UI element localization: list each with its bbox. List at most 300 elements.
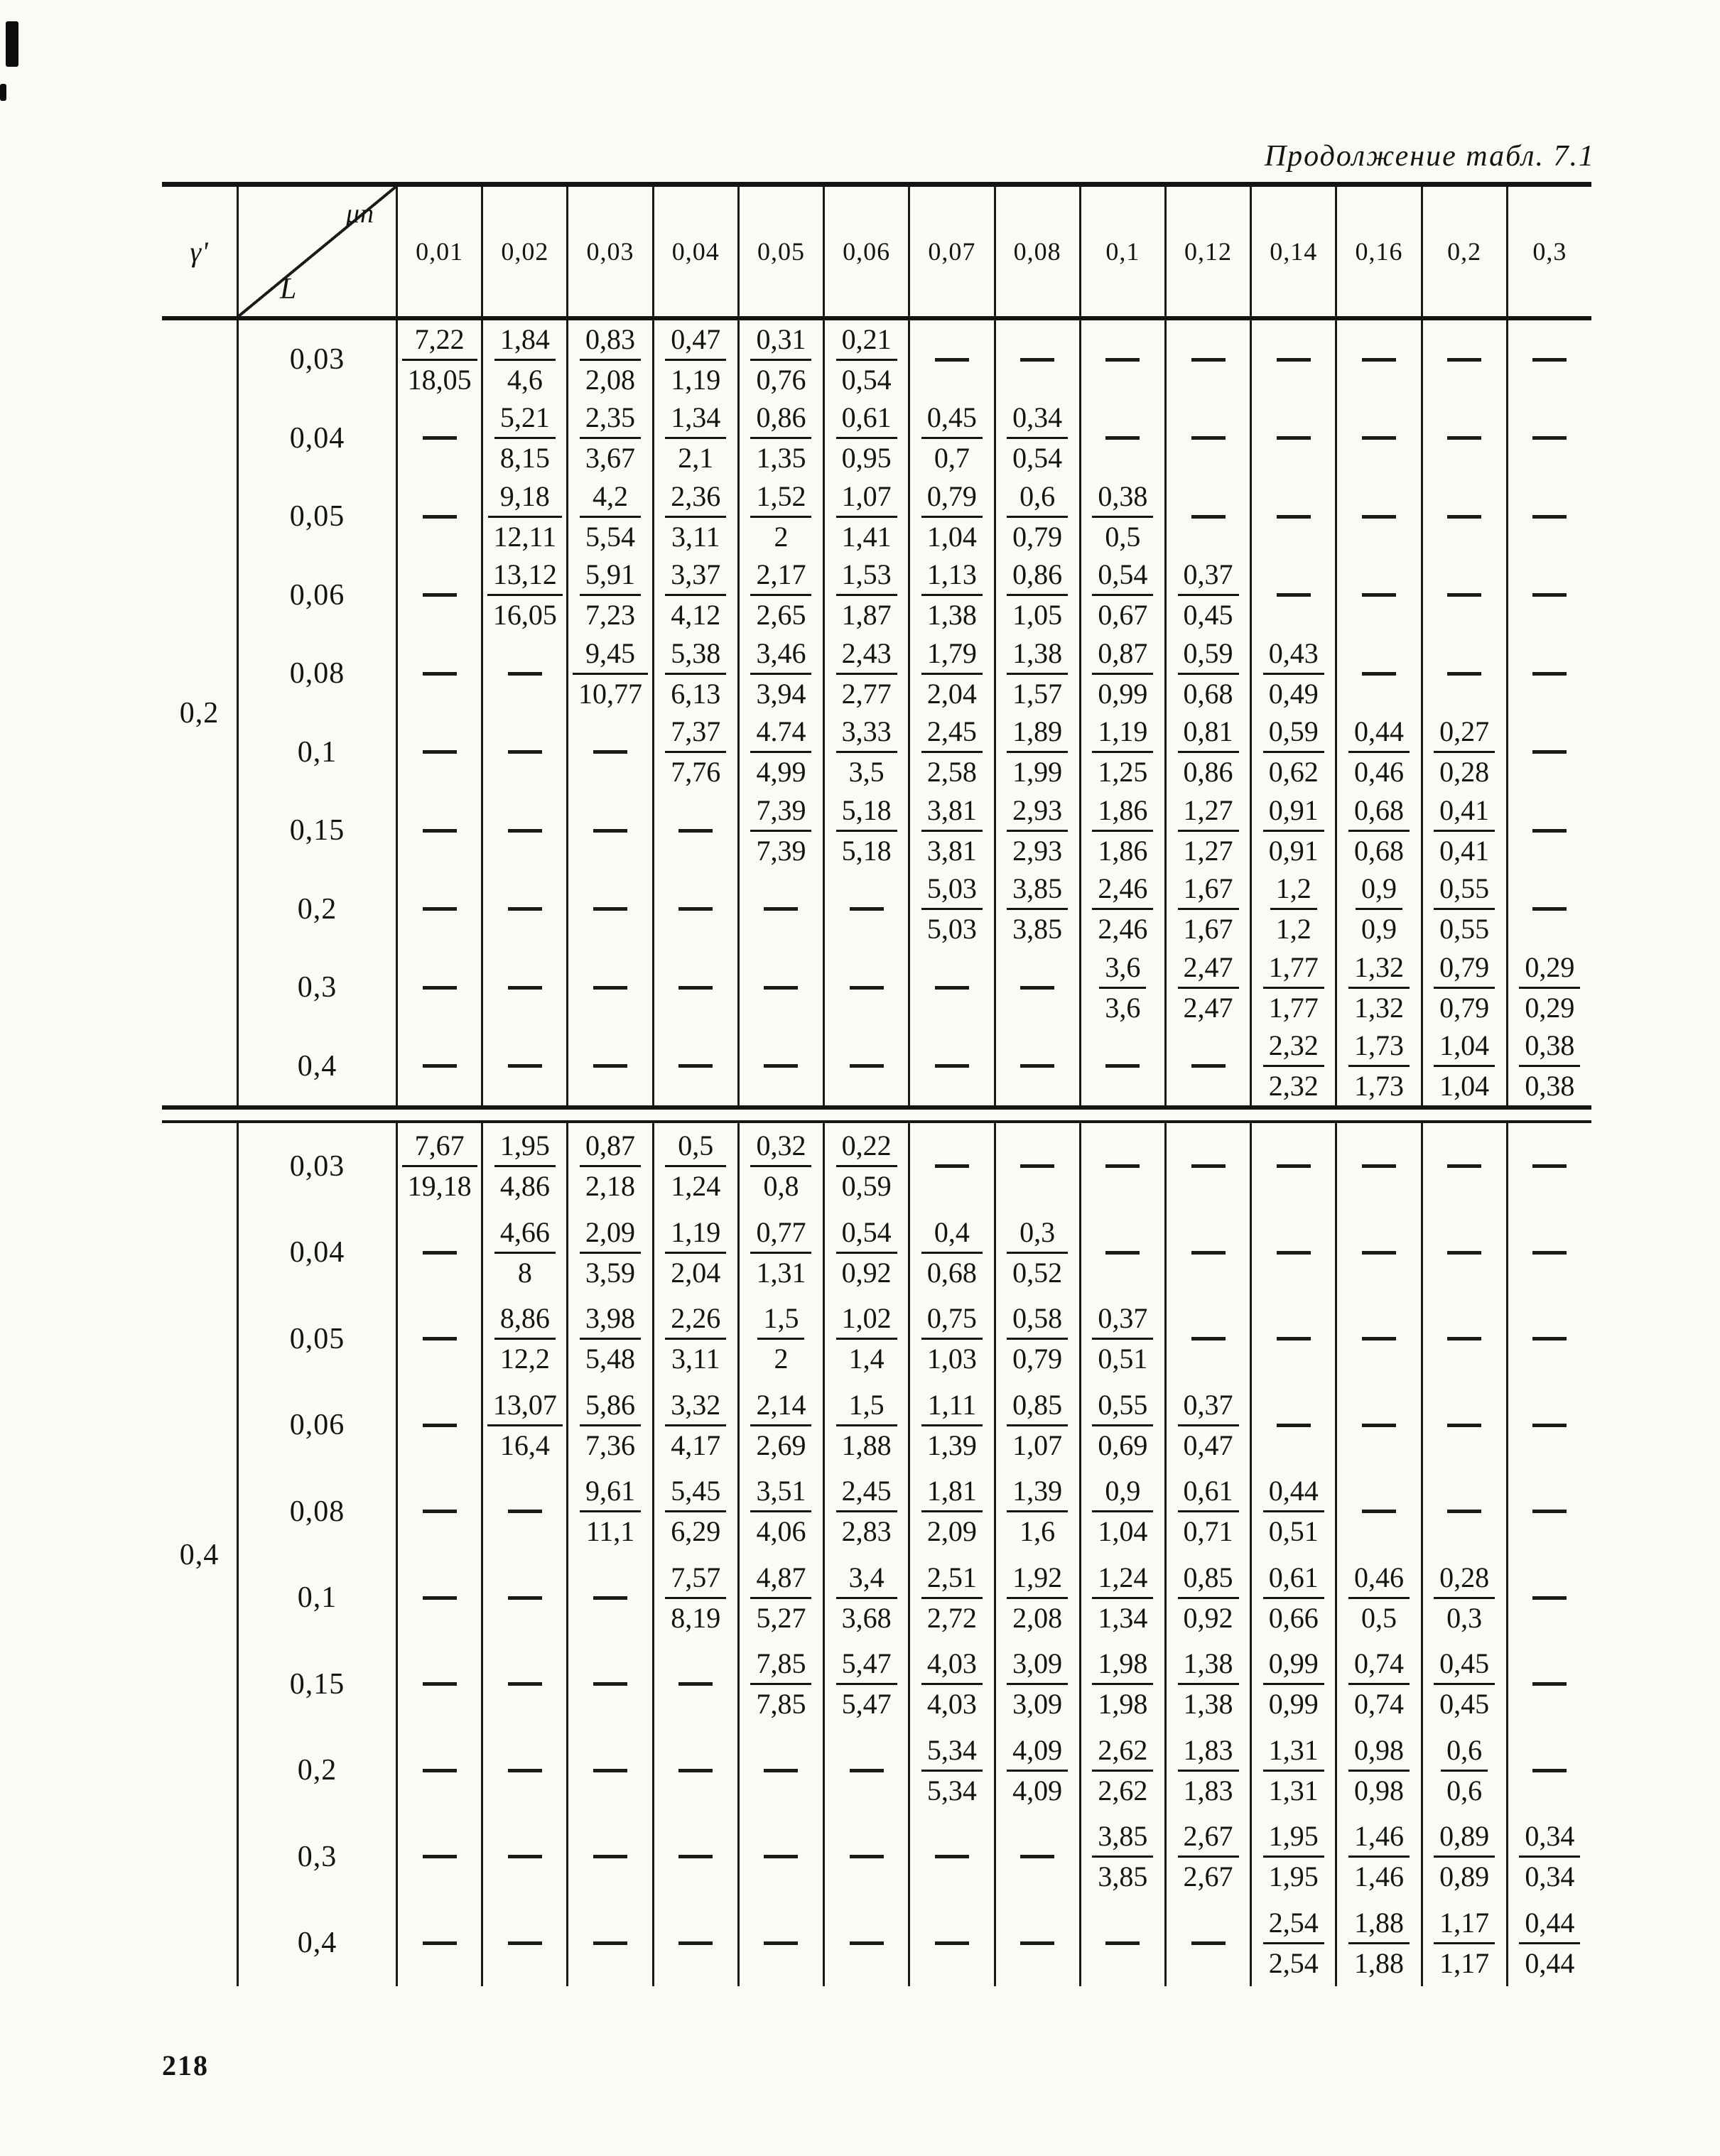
empty-cell-dash xyxy=(423,593,457,597)
fraction xyxy=(488,481,563,553)
fraction-denominator: 1,04 xyxy=(1092,1510,1153,1547)
fraction-denominator: 1,03 xyxy=(921,1338,983,1375)
empty-cell-dash xyxy=(678,1682,713,1686)
fraction-denominator: 7,39 xyxy=(750,830,811,867)
table-row xyxy=(162,1123,1591,1210)
empty-cell-dash xyxy=(508,1941,542,1945)
table-cell xyxy=(1079,320,1164,399)
row-label-L: 0,15 xyxy=(237,1641,396,1728)
table-cell xyxy=(823,1555,908,1642)
fraction-denominator: 1,04 xyxy=(921,516,983,553)
fraction xyxy=(921,1562,983,1634)
empty-cell-dash xyxy=(1362,358,1396,362)
fraction-denominator: 3,5 xyxy=(836,751,897,788)
fraction xyxy=(1263,1030,1324,1102)
table-cell xyxy=(823,870,908,949)
table-cell xyxy=(1421,477,1506,556)
fraction-denominator: 3,68 xyxy=(836,1597,897,1634)
table-cell xyxy=(652,713,737,792)
table-cell xyxy=(566,870,651,949)
empty-cell-dash xyxy=(1532,1769,1567,1772)
fraction-numerator: 5,18 xyxy=(841,793,892,826)
empty-cell-dash xyxy=(850,1941,884,1945)
gamma-column-spacer xyxy=(162,791,237,870)
gamma-column-spacer xyxy=(162,399,237,478)
fraction-numerator: 0,81 xyxy=(1183,715,1233,748)
column-header: 0,1 xyxy=(1079,187,1164,316)
fraction-denominator: 5,03 xyxy=(921,908,983,945)
fraction-denominator: 2 xyxy=(757,1338,804,1375)
table-cell xyxy=(1335,713,1420,792)
table-row xyxy=(162,713,1591,792)
row-label-L: 0,05 xyxy=(237,477,396,556)
fraction-numerator: 0,86 xyxy=(756,401,806,434)
empty-cell-dash xyxy=(1362,1510,1396,1513)
fraction xyxy=(1092,1648,1153,1720)
fraction-denominator: 0,47 xyxy=(1178,1424,1239,1461)
empty-cell-dash xyxy=(593,829,627,833)
fraction-numerator: 13,12 xyxy=(492,558,557,591)
fraction-denominator: 2,72 xyxy=(921,1597,983,1634)
fraction-numerator: 4,66 xyxy=(499,1215,550,1248)
fraction xyxy=(1263,1907,1324,1979)
fraction-denominator: 2,1 xyxy=(665,437,726,474)
fraction xyxy=(921,1475,983,1547)
table-cell xyxy=(823,556,908,635)
empty-cell-dash xyxy=(508,829,542,833)
fraction xyxy=(1348,1735,1410,1806)
corner-mu-n-label: μn xyxy=(345,199,374,229)
table-row xyxy=(162,791,1591,870)
fraction-denominator: 0,66 xyxy=(1263,1597,1324,1634)
fraction xyxy=(921,1217,983,1289)
fraction xyxy=(750,716,811,788)
fraction xyxy=(1434,1821,1495,1892)
fraction xyxy=(1092,1475,1153,1547)
table-cell xyxy=(1079,791,1164,870)
table-cell xyxy=(1250,1123,1335,1210)
empty-cell-dash xyxy=(764,1941,798,1945)
fraction-numerator: 1,38 xyxy=(1183,1647,1233,1680)
table-cell xyxy=(908,477,993,556)
row-label-L: 0,03 xyxy=(237,1123,396,1210)
fraction-denominator: 1,24 xyxy=(665,1165,726,1202)
fraction-numerator: 1,95 xyxy=(1268,1820,1319,1853)
table-cell xyxy=(1506,477,1591,556)
fraction-denominator: 3,85 xyxy=(1007,908,1068,945)
fraction-numerator: 3,32 xyxy=(671,1388,721,1421)
table-cell xyxy=(908,1728,993,1814)
fraction-denominator: 4,06 xyxy=(750,1510,811,1547)
fraction-numerator: 8,86 xyxy=(499,1302,550,1335)
table-cell xyxy=(1335,1027,1420,1106)
fraction-denominator: 0,51 xyxy=(1092,1338,1153,1375)
fraction-denominator: 1,46 xyxy=(1348,1856,1410,1892)
fraction xyxy=(665,1217,726,1289)
table-cell xyxy=(994,477,1079,556)
fraction-numerator: 7,85 xyxy=(756,1647,806,1680)
table-cell xyxy=(908,1900,993,1987)
fraction-denominator: 3,11 xyxy=(665,1338,726,1375)
fraction xyxy=(750,481,811,553)
table-cell xyxy=(481,1814,566,1900)
fraction xyxy=(750,1390,811,1461)
empty-cell-dash xyxy=(508,986,542,990)
table-cell xyxy=(1335,320,1420,399)
fraction-denominator: 2,18 xyxy=(580,1165,641,1202)
fraction xyxy=(1434,795,1495,867)
fraction-denominator: 0,45 xyxy=(1178,594,1239,631)
fraction-denominator: 1,83 xyxy=(1178,1770,1239,1806)
empty-cell-dash xyxy=(593,1596,627,1600)
table-cell xyxy=(1335,399,1420,478)
table-cell xyxy=(1506,1027,1591,1106)
table-cell xyxy=(566,1814,651,1900)
fraction-numerator: 2,45 xyxy=(841,1475,892,1507)
fraction xyxy=(1092,1735,1153,1806)
corner-diagonal-cell xyxy=(237,187,396,316)
table-cell xyxy=(1164,791,1250,870)
table-cell xyxy=(1164,556,1250,635)
table-cell xyxy=(566,1555,651,1642)
table-cell xyxy=(1164,1027,1250,1106)
fraction xyxy=(836,638,897,710)
fraction-numerator: 3,37 xyxy=(671,558,721,591)
fraction-numerator: 2,32 xyxy=(1268,1029,1319,1062)
table-cell xyxy=(1079,1468,1164,1555)
table-cell xyxy=(1164,1728,1250,1814)
fraction-numerator: 0,54 xyxy=(1098,558,1148,591)
table-cell xyxy=(1421,1728,1506,1814)
table-cell xyxy=(908,1123,993,1210)
row-label-L: 0,06 xyxy=(237,556,396,635)
fraction-numerator: 1,95 xyxy=(499,1130,550,1162)
fraction xyxy=(580,324,641,396)
table-cell xyxy=(908,1814,993,1900)
table-row xyxy=(162,320,1591,399)
fraction-numerator: 3,46 xyxy=(756,636,806,669)
table-cell xyxy=(994,399,1079,478)
fraction-denominator: 19,18 xyxy=(402,1165,477,1202)
table-cell xyxy=(566,791,651,870)
fraction-numerator: 1,04 xyxy=(1439,1029,1490,1062)
table-cell xyxy=(1506,791,1591,870)
table-cell xyxy=(737,1728,823,1814)
fraction xyxy=(921,559,983,631)
fraction-numerator: 5,47 xyxy=(841,1647,892,1680)
fraction-denominator: 3,11 xyxy=(665,516,726,553)
fraction-denominator: 2,08 xyxy=(580,359,641,396)
fraction-denominator: 0,55 xyxy=(1434,908,1495,945)
corner-l-label: L xyxy=(280,273,297,305)
fraction-numerator: 0,44 xyxy=(1525,1906,1575,1939)
table-cell xyxy=(1079,1210,1164,1296)
fraction-denominator: 10,77 xyxy=(573,673,648,710)
fraction-numerator: 0,59 xyxy=(1268,715,1319,748)
row-label-L: 0,04 xyxy=(237,399,396,478)
table-cell xyxy=(1250,791,1335,870)
empty-cell-dash xyxy=(1532,672,1567,676)
table-cell xyxy=(737,1123,823,1210)
fraction xyxy=(1263,1475,1324,1547)
fraction-numerator: 0,91 xyxy=(1268,793,1319,826)
fraction-numerator: 0,98 xyxy=(1353,1733,1404,1766)
table-cell xyxy=(737,1296,823,1382)
fraction-numerator: 1,11 xyxy=(927,1388,977,1421)
fraction xyxy=(494,1303,556,1375)
empty-cell-dash xyxy=(1362,1251,1396,1255)
empty-cell-dash xyxy=(1362,1164,1396,1168)
fraction-numerator: 1,07 xyxy=(841,480,892,512)
table-row xyxy=(162,556,1591,635)
fraction-numerator: 2,26 xyxy=(671,1302,721,1335)
fraction-numerator: 1,27 xyxy=(1183,793,1233,826)
table-cell xyxy=(396,634,481,713)
column-header: 0,16 xyxy=(1335,187,1420,316)
table-cell xyxy=(1335,1382,1420,1469)
table-cell xyxy=(1250,1728,1335,1814)
fraction xyxy=(836,795,897,867)
fraction-denominator: 4,12 xyxy=(665,594,726,631)
fraction-denominator: 11,1 xyxy=(580,1510,641,1547)
table-cell xyxy=(481,948,566,1027)
fraction-denominator: 4,09 xyxy=(1007,1770,1068,1806)
table-cell xyxy=(1421,634,1506,713)
empty-cell-dash xyxy=(1532,593,1567,597)
fraction-numerator: 0,87 xyxy=(1098,636,1148,669)
empty-cell-dash xyxy=(1362,672,1396,676)
empty-cell-dash xyxy=(593,1682,627,1686)
fraction xyxy=(1007,1303,1068,1375)
empty-cell-dash xyxy=(678,1064,713,1068)
empty-cell-dash xyxy=(423,515,457,519)
fraction-numerator: 0,79 xyxy=(926,480,977,512)
table-cell xyxy=(1506,948,1591,1027)
fraction-numerator: 2,45 xyxy=(926,715,977,748)
fraction xyxy=(836,402,897,474)
fraction xyxy=(921,1303,983,1375)
empty-cell-dash xyxy=(1191,436,1226,440)
fraction xyxy=(1007,402,1068,474)
fraction-denominator: 1,25 xyxy=(1092,751,1153,788)
table-cell xyxy=(652,1296,737,1382)
fraction-numerator: 3,09 xyxy=(1012,1647,1063,1680)
fraction-denominator: 0,99 xyxy=(1263,1683,1324,1720)
fraction xyxy=(1007,873,1068,945)
table-cell xyxy=(994,713,1079,792)
table-cell xyxy=(994,1641,1079,1728)
fraction xyxy=(836,1562,897,1634)
fraction xyxy=(1263,716,1324,788)
fraction-denominator: 5,18 xyxy=(836,830,897,867)
table-cell xyxy=(823,713,908,792)
table-cell xyxy=(737,791,823,870)
table-cell xyxy=(481,1027,566,1106)
table-cell xyxy=(823,1641,908,1728)
fraction xyxy=(1092,873,1153,945)
empty-cell-dash xyxy=(423,1337,457,1340)
fraction-denominator: 0,79 xyxy=(1434,987,1495,1024)
fraction-numerator: 5,38 xyxy=(671,636,721,669)
table-cell xyxy=(566,1728,651,1814)
fraction-numerator: 1,24 xyxy=(1098,1561,1148,1593)
fraction xyxy=(750,1475,811,1547)
empty-cell-dash xyxy=(1532,436,1567,440)
table-cell xyxy=(908,791,993,870)
fraction-numerator: 1,13 xyxy=(926,558,977,591)
fraction-denominator: 1,67 xyxy=(1178,908,1239,945)
table-cell xyxy=(1506,1382,1591,1469)
empty-cell-dash xyxy=(423,1510,457,1513)
fraction xyxy=(750,1217,811,1289)
fraction-denominator: 5,34 xyxy=(921,1770,983,1806)
table-cell xyxy=(737,1027,823,1106)
fraction-denominator: 0,5 xyxy=(1092,516,1153,553)
empty-cell-dash xyxy=(593,750,627,754)
fraction-denominator: 1,34 xyxy=(1092,1597,1153,1634)
fraction-denominator: 7,36 xyxy=(580,1424,641,1461)
table-cell xyxy=(1250,556,1335,635)
empty-cell-dash xyxy=(593,907,627,911)
table-cell xyxy=(823,948,908,1027)
fraction xyxy=(1434,1562,1495,1634)
table-cell xyxy=(1335,1900,1420,1987)
row-label-L: 0,05 xyxy=(237,1296,396,1382)
table-cell xyxy=(566,1382,651,1469)
fraction xyxy=(1348,1907,1410,1979)
fraction-numerator: 5,21 xyxy=(499,401,550,434)
fraction-denominator: 5,54 xyxy=(580,516,641,553)
table-cell xyxy=(396,399,481,478)
fraction-denominator: 1,05 xyxy=(1007,594,1068,631)
table-row xyxy=(162,1468,1591,1555)
fraction xyxy=(921,716,983,788)
fraction xyxy=(494,1130,556,1202)
empty-cell-dash xyxy=(764,907,798,911)
gamma-column-spacer xyxy=(162,870,237,949)
table-cell xyxy=(1421,320,1506,399)
empty-cell-dash xyxy=(1105,358,1140,362)
fraction-denominator: 2,09 xyxy=(921,1510,983,1547)
fraction xyxy=(836,559,897,631)
table-cell xyxy=(652,1814,737,1900)
table-cell xyxy=(566,556,651,635)
row-label-L: 0,15 xyxy=(237,791,396,870)
fraction-denominator: 1,38 xyxy=(1178,1683,1239,1720)
table-cell xyxy=(652,1468,737,1555)
fraction-numerator: 2,43 xyxy=(841,636,892,669)
fraction xyxy=(1263,638,1324,710)
fraction-denominator: 2,83 xyxy=(836,1510,897,1547)
fraction-numerator: 1,38 xyxy=(1012,636,1063,669)
column-header: 0,01 xyxy=(396,187,481,316)
fraction xyxy=(1178,1475,1239,1547)
empty-cell-dash xyxy=(423,1769,457,1772)
fraction xyxy=(1434,1648,1495,1720)
empty-cell-dash xyxy=(508,1510,542,1513)
table-cell xyxy=(1250,1641,1335,1728)
fraction-numerator: 0,58 xyxy=(1012,1302,1063,1335)
fraction-denominator: 1,2 xyxy=(1270,908,1317,945)
fraction xyxy=(1348,952,1410,1024)
table-cell xyxy=(737,948,823,1027)
row-label-L: 0,3 xyxy=(237,948,396,1027)
fraction-denominator: 1,77 xyxy=(1263,987,1324,1024)
fraction xyxy=(750,402,811,474)
fraction-denominator: 0,6 xyxy=(1441,1770,1488,1806)
table-cell xyxy=(1335,1641,1420,1728)
fraction-numerator: 1,17 xyxy=(1439,1906,1490,1939)
table-cell xyxy=(737,713,823,792)
table-cell xyxy=(1421,1382,1506,1469)
table-row xyxy=(162,1296,1591,1382)
table-cell xyxy=(1506,399,1591,478)
empty-cell-dash xyxy=(1532,1337,1567,1340)
fraction-denominator: 8 xyxy=(494,1252,556,1289)
empty-cell-dash xyxy=(1532,750,1567,754)
fraction-denominator: 1,88 xyxy=(836,1424,897,1461)
row-label-L: 0,03 xyxy=(237,320,396,399)
table-cell xyxy=(396,1728,481,1814)
table-cell xyxy=(396,1382,481,1469)
table-cell xyxy=(652,634,737,713)
column-header: 0,06 xyxy=(823,187,908,316)
table-cell xyxy=(1250,1296,1335,1382)
fraction xyxy=(665,1130,726,1202)
table-cell xyxy=(566,713,651,792)
fraction-numerator: 4,2 xyxy=(593,480,629,512)
empty-cell-dash xyxy=(1362,1424,1396,1427)
empty-cell-dash xyxy=(1277,1337,1311,1340)
fraction-denominator: 0,41 xyxy=(1434,830,1495,867)
fraction xyxy=(1092,1821,1153,1892)
empty-cell-dash xyxy=(1362,1337,1396,1340)
table-cell xyxy=(737,1382,823,1469)
table-cell xyxy=(1335,1814,1420,1900)
table-cell xyxy=(1164,1210,1250,1296)
fraction-numerator: 9,61 xyxy=(585,1475,636,1507)
table-cell xyxy=(481,1123,566,1210)
empty-cell-dash xyxy=(1020,1855,1054,1858)
table-cell xyxy=(994,1382,1079,1469)
fraction-denominator: 2,32 xyxy=(1263,1065,1324,1102)
fraction-denominator: 1,86 xyxy=(1092,830,1153,867)
fraction xyxy=(1007,559,1068,631)
fraction-numerator: 0,54 xyxy=(841,1215,892,1248)
fraction-numerator: 3,98 xyxy=(585,1302,636,1335)
gamma-value-label: 0,2 xyxy=(179,696,220,730)
table-cell xyxy=(1421,399,1506,478)
fraction-denominator: 0,79 xyxy=(1007,1338,1068,1375)
table-cell xyxy=(1421,870,1506,949)
fraction-numerator: 7,57 xyxy=(671,1561,721,1593)
fraction xyxy=(1007,1562,1068,1634)
table-cell xyxy=(823,1123,908,1210)
fraction-numerator: 0,45 xyxy=(1439,1647,1490,1680)
table-cell xyxy=(1506,1210,1591,1296)
fraction xyxy=(1007,481,1068,553)
fraction-denominator: 2,77 xyxy=(836,673,897,710)
fraction xyxy=(665,716,726,788)
fraction xyxy=(836,1130,897,1202)
fraction-denominator: 3,85 xyxy=(1092,1856,1153,1892)
fraction-denominator: 18,05 xyxy=(402,359,477,396)
fraction-numerator: 0,85 xyxy=(1012,1388,1063,1421)
fraction-numerator: 0,59 xyxy=(1183,636,1233,669)
fraction-numerator: 1,67 xyxy=(1183,872,1233,905)
empty-cell-dash xyxy=(850,907,884,911)
fraction xyxy=(1434,1907,1495,1979)
